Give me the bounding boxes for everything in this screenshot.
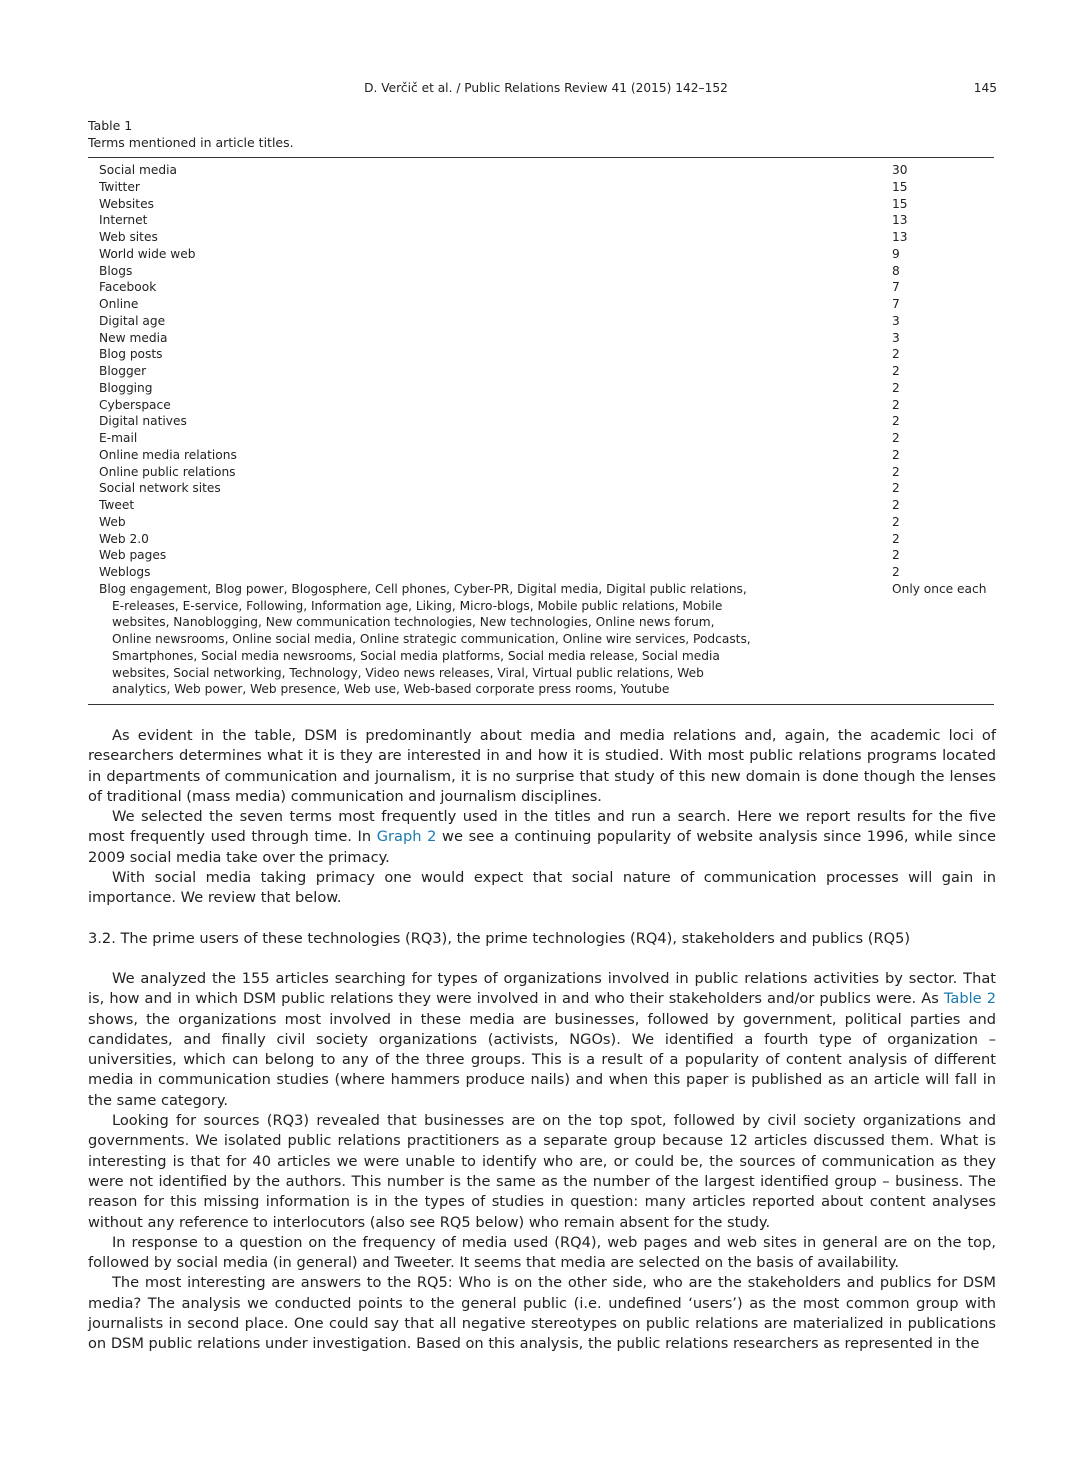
table-cell-term: Social media — [99, 163, 177, 177]
table-cell-term: Web pages — [99, 548, 167, 563]
table-cell-count: 7 — [892, 280, 900, 295]
table-row — [88, 547, 994, 564]
page-number: 145 — [973, 81, 997, 95]
table-cell-term: World wide web — [99, 246, 196, 261]
table-row — [88, 413, 994, 430]
table-cell-count: 30 — [892, 163, 908, 177]
graph-2-link[interactable]: Graph 2 — [376, 828, 437, 846]
table-row — [88, 380, 994, 397]
table-cell-count: 2 — [892, 397, 900, 412]
table-cell-count: 2 — [892, 431, 900, 445]
text-run: we see a continuing popularity of website analysis since 1996, while since 2009 social media take over the primacy. — [88, 828, 996, 866]
table-row — [88, 212, 994, 229]
table-cell-count: 9 — [892, 246, 900, 261]
table-cell-count: 2 — [892, 548, 900, 563]
table-cell-term: Online public relations — [99, 464, 236, 479]
table-cell-count: 2 — [892, 364, 900, 378]
table-cell-term: Blogging — [99, 380, 153, 395]
terms-table-body — [88, 162, 994, 698]
paragraph: As evident in the table, DSM is predominantly about media and media relations and, again, the academic loci of researchers determines what it is they are interested in and how it is studied. With most public relations programs located in departments of communication and journalism, it is no surprise that study of this new domain is done though the lenses of traditional (mass media) communication and journalism disciplines. — [88, 727, 996, 805]
table-row — [88, 196, 994, 213]
table-cell-term: Blogs — [99, 263, 133, 278]
table-2-link[interactable]: Table 2 — [943, 990, 996, 1008]
table-cell-term: Web — [99, 514, 126, 529]
table-caption: Terms mentioned in article titles. — [88, 135, 294, 150]
table-row — [88, 296, 994, 313]
paragraph — [88, 969, 996, 1111]
table-cell-count: 7 — [892, 297, 900, 311]
paragraph: In response to a question on the frequency of media used (RQ4), web pages and web sites in general are on the top, followed by social media (in general) and Tweeter. It seems that media are selected on the basis of availability. — [88, 1233, 996, 1272]
table-cell-count: 2 — [892, 347, 900, 362]
table-1 — [88, 118, 994, 705]
table-row — [88, 397, 994, 414]
paragraph: With social media taking primacy one would expect that social nature of communication processes will gain in importance. We review that below. — [88, 869, 996, 907]
table-row — [88, 313, 994, 330]
once-terms-list: Blog engagement, Blog power, Blogosphere, Cell phones, Cyber-PR, Digital media, Digital public relations, E-releases, E-service, Following, Information age, Liking, Micro-blogs, Mobile public relations, Mobile websites, Nanoblogging, New communication technologies, New technologies, Online news forum, Online newsrooms, Online social media, Online strategic communication, Online wire services, Podcasts, Smartphones, Social media newsrooms, Social media platforms, Social media release, Social media websites, Social networking, Technology, Video news releases, Viral, Virtual public relations, Web analytics, Web power, Web presence, Web use, Web-based corporate press rooms, Youtube — [99, 581, 751, 697]
table-cell-term: E-mail — [99, 431, 138, 445]
table-cell-term: Blogger — [99, 364, 147, 378]
table-cell-count: 2 — [892, 565, 900, 579]
table-cell-term: Web 2.0 — [99, 531, 149, 546]
section-heading: 3.2. The prime users of these technologies (RQ3), the prime technologies (RQ4), stakeholders and publics (RQ5) — [88, 929, 911, 947]
table-row — [88, 179, 994, 196]
table-cell-term: Web sites — [99, 230, 158, 244]
table-row — [88, 514, 994, 531]
table-row — [88, 430, 994, 447]
table-cell-term: Weblogs — [99, 565, 151, 579]
table-cell-term: Social network sites — [99, 481, 221, 496]
table-cell-count: 2 — [892, 498, 900, 512]
table-cell-count: 2 — [892, 464, 900, 479]
table-row — [88, 497, 994, 514]
table-cell-term: Digital natives — [99, 414, 187, 429]
table-cell-count: 2 — [892, 481, 900, 496]
table-row — [88, 346, 994, 363]
table-row — [88, 162, 994, 179]
table-bottom-rule — [88, 704, 994, 705]
table-cell-count: 2 — [892, 380, 900, 395]
table-cell-term: Twitter — [99, 179, 140, 194]
terms-table — [88, 162, 994, 698]
table-row — [88, 229, 994, 246]
table-cell-term: Online media relations — [99, 447, 237, 462]
table-cell-count: 2 — [892, 447, 900, 462]
table-cell-count: 13 — [892, 230, 908, 244]
table-cell-term — [88, 581, 892, 698]
table-row — [88, 363, 994, 380]
table-cell-count: Only once each — [892, 581, 987, 596]
table-cell-count: 2 — [892, 514, 900, 529]
text-run: We selected the seven terms most frequently used in the titles and run a search. Here we report results for the five most frequently used through time. In — [88, 808, 996, 846]
table-row — [88, 246, 994, 263]
table-row-once — [88, 581, 994, 698]
table-row — [88, 464, 994, 481]
table-cell-count: 8 — [892, 263, 900, 278]
table-cell-term: Cyberspace — [99, 397, 171, 412]
table-row — [88, 279, 994, 296]
paragraph — [88, 807, 996, 868]
table-cell-term: Tweet — [99, 498, 135, 512]
body-text — [88, 726, 996, 1355]
table-cell-count: 3 — [892, 330, 900, 345]
journal-reference: D. Verčič et al. / Public Relations Review 41 (2015) 142–152 — [364, 81, 728, 95]
text-run: shows, the organizations most involved in these media are businesses, followed by government, political parties and candidates, and finally civil society organizations (activists, NGOs). We identified a fourth type of organization – universities, which can belong to any of the three groups. This is a result of a popularity of content analysis of different media in communication studies (where hammers produce nails) and when this paper is published as an article will fall in the same category. — [88, 1010, 996, 1109]
table-cell-count: 15 — [892, 196, 908, 211]
table-cell-count: 3 — [892, 313, 900, 328]
table-cell-term: Websites — [99, 196, 154, 211]
table-row — [88, 447, 994, 464]
table-label: Table 1 — [88, 118, 133, 133]
table-cell-term: Internet — [99, 213, 148, 228]
table-cell-term: Blog posts — [99, 347, 163, 362]
table-cell-term: Online — [99, 297, 139, 311]
table-cell-term: Digital age — [99, 313, 166, 328]
table-top-rule — [88, 157, 994, 158]
table-row — [88, 263, 994, 280]
table-row — [88, 564, 994, 581]
paragraph: The most interesting are answers to the RQ5: Who is on the other side, who are the stakeholders and publics for DSM media? The analysis we conducted points to the general public (i.e. undefined ‘users’) as the most common group with journalists in second place. One could say that all negative stereotypes on public relations are materialized in publications on DSM public relations under investigation. Based on this analysis, the public relations researchers as represented in the — [88, 1274, 996, 1353]
table-cell-term: New media — [99, 330, 168, 345]
table-cell-term: Facebook — [99, 280, 157, 295]
table-row — [88, 480, 994, 497]
table-cell-count: 15 — [892, 179, 908, 194]
table-row — [88, 531, 994, 548]
table-cell-count: 13 — [892, 213, 908, 228]
text-run: We analyzed the 155 articles searching for types of organizations involved in public relations activities by sector. That is, how and in which DSM public relations they were involved in and who their stakeholders and/or publics were. As — [88, 969, 996, 1008]
paragraph: Looking for sources (RQ3) revealed that businesses are on the top spot, followed by civil society organizations and governments. We isolated public relations practitioners as a separate group because 12 articles discussed them. What is interesting is that for 40 articles we were unable to identify who are, or could be, the sources of communication as they were not identified by the authors. This number is the same as the number of the largest identified group – business. The reason for this missing information is in the types of studies in question: many articles reported about content analyses without any reference to interlocutors (also see RQ5 below) who remain absent for the study. — [88, 1112, 996, 1231]
table-cell-count: 2 — [892, 531, 900, 546]
table-cell-count: 2 — [892, 414, 900, 429]
table-row — [88, 330, 994, 347]
